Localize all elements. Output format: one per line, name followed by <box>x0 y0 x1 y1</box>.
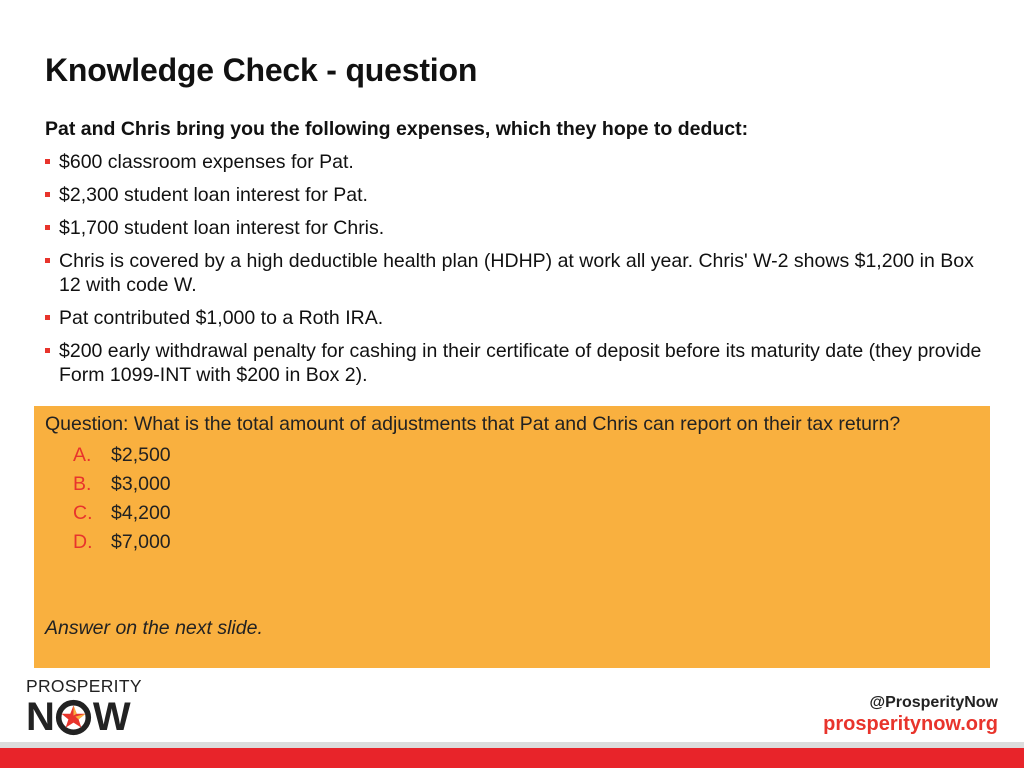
expense-list <box>45 150 985 396</box>
intro-text: Pat and Chris bring you the following expenses, which they hope to deduct: <box>45 118 749 140</box>
question-box <box>34 406 990 668</box>
expense-text: $1,700 student loan interest for Chris. <box>59 217 385 239</box>
prosperity-now-logo <box>26 676 151 739</box>
expense-text: $600 classroom expenses for Pat. <box>59 151 354 173</box>
option-value: $2,500 <box>111 444 171 466</box>
expense-item <box>45 306 985 330</box>
expense-item <box>45 150 985 174</box>
logo-wordmark-bottom <box>26 697 130 737</box>
option-value: $3,000 <box>111 473 171 495</box>
answer-option-a <box>73 441 980 470</box>
expense-text: $200 early withdrawal penalty for cashing in their certificate of deposit before its maturity date (they provide Form 1099-INT with $200 in Box 2). <box>59 340 982 386</box>
option-letter: D. <box>73 531 93 553</box>
expense-item <box>45 339 985 387</box>
answer-note: Answer on the next slide. <box>45 617 263 639</box>
social-handle[interactable]: @ProsperityNow <box>869 694 998 711</box>
option-value: $7,000 <box>111 531 171 553</box>
website-link[interactable]: prosperitynow.org <box>823 713 998 735</box>
bullet-icon <box>45 192 50 197</box>
answer-option-b <box>73 470 980 499</box>
slide-title: Knowledge Check - question <box>45 52 478 88</box>
footer-bar <box>0 748 1024 768</box>
bullet-icon <box>45 258 50 263</box>
logo-letter-w: W <box>92 695 130 739</box>
logo-wordmark-top: PROSPERITY <box>26 676 142 696</box>
option-letter: B. <box>73 473 92 495</box>
question-text: Question: What is the total amount of adjustments that Pat and Chris can report on their tax return? <box>45 413 901 435</box>
answer-option-c <box>73 499 980 528</box>
expense-item <box>45 216 985 240</box>
bullet-icon <box>45 159 50 164</box>
bullet-icon <box>45 348 50 353</box>
answer-options <box>45 441 980 557</box>
answer-option-d <box>73 528 980 557</box>
expense-text: Chris is covered by a high deductible health plan (HDHP) at work all year. Chris' W-2 shows $1,200 in Box 12 with code W. <box>59 250 974 296</box>
option-letter: C. <box>73 502 93 524</box>
logo-letter-n: N <box>26 695 54 739</box>
option-value: $4,200 <box>111 502 171 524</box>
expense-text: Pat contributed $1,000 to a Roth IRA. <box>59 307 384 329</box>
expense-item <box>45 249 985 297</box>
expense-item <box>45 183 985 207</box>
option-letter: A. <box>73 444 92 466</box>
expense-text: $2,300 student loan interest for Pat. <box>59 184 368 206</box>
bullet-icon <box>45 225 50 230</box>
bullet-icon <box>45 315 50 320</box>
star-logo-icon <box>55 699 92 736</box>
